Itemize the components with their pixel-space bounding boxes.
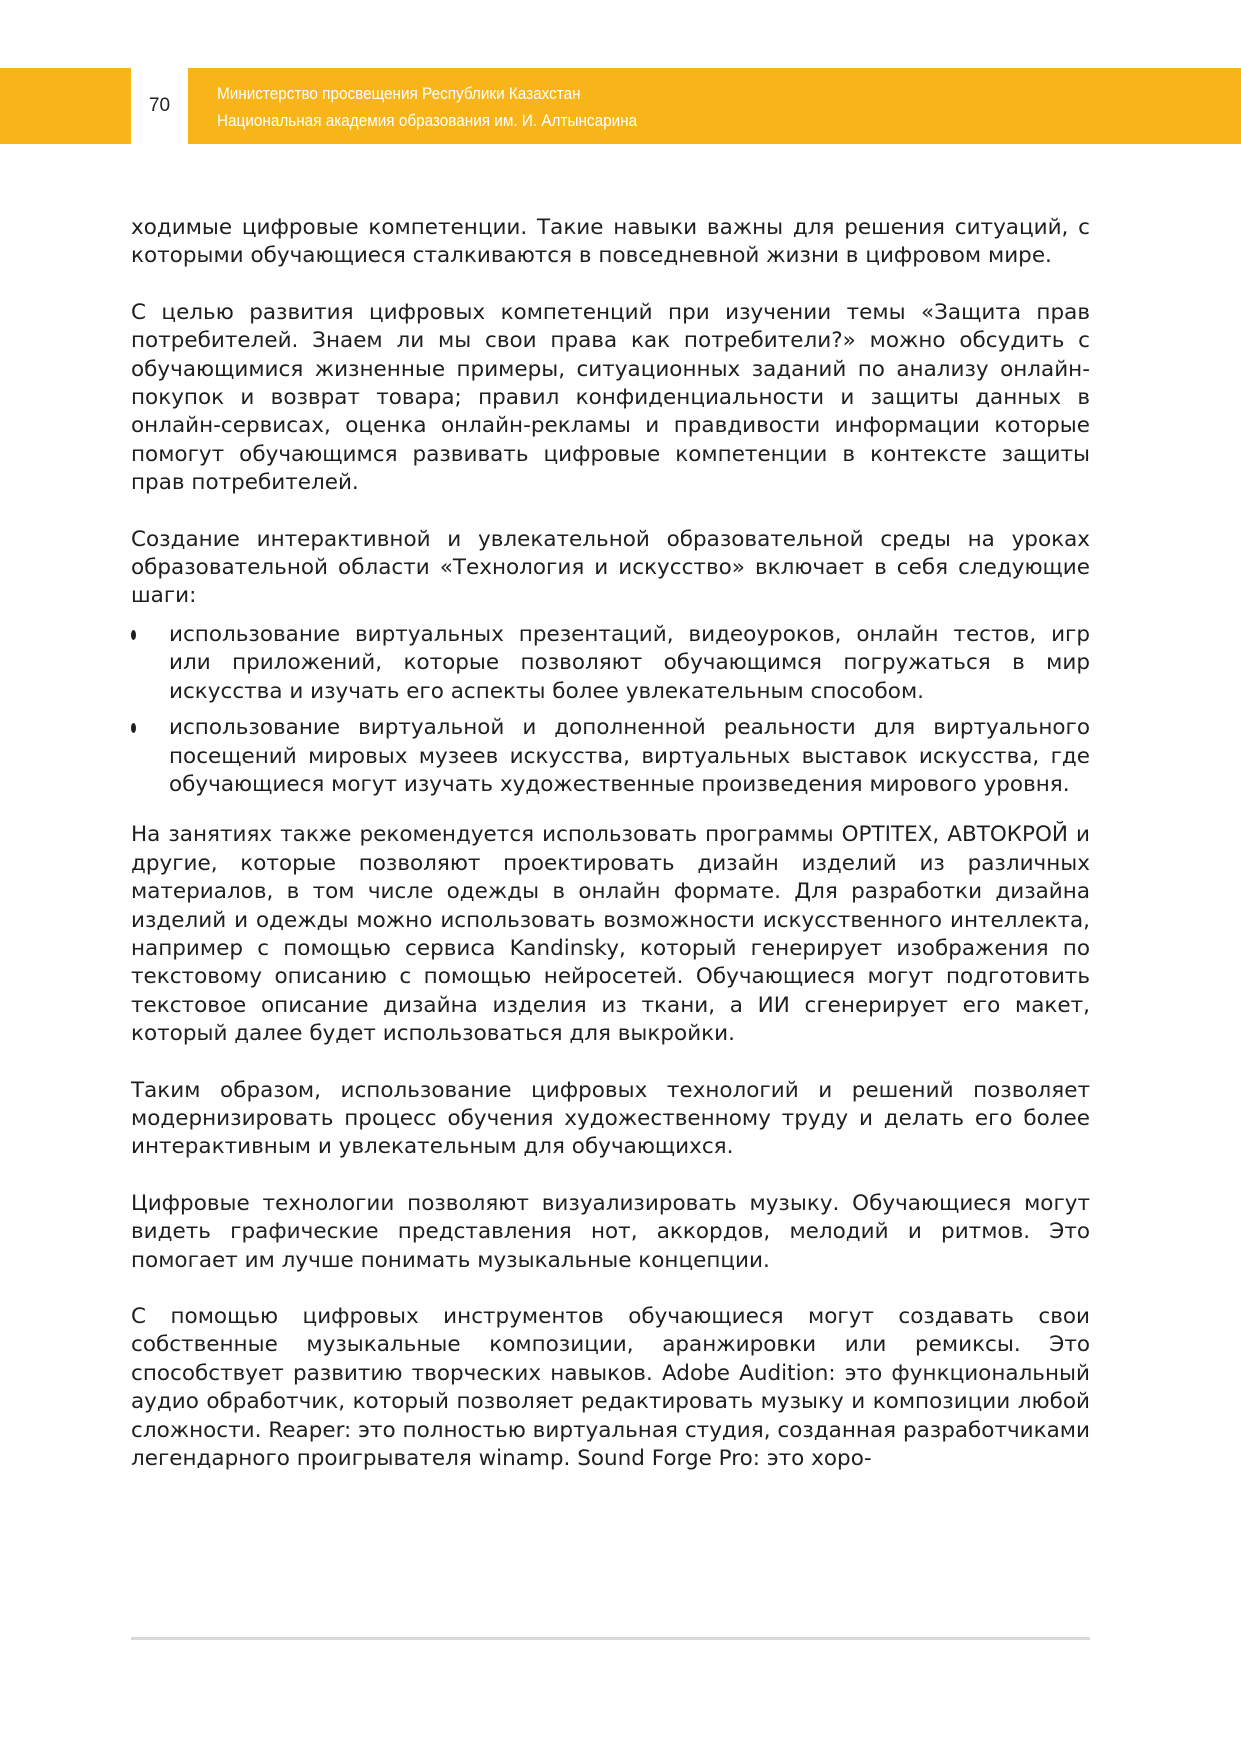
bullet-list — [131, 621, 1090, 799]
paragraph-7: С помощью цифровых инструментов обучающиеся могут создавать свои собственные музыкальные композиции, аранжировки или ремиксы. Это способствует развитию творческих навыков. Adobe Audition: это функциональный аудио обработчик, который позволяет редактировать музыку и композиции любой сложности. Reaper: это полностью виртуальная студия, созданная разработчиками легендарного проигрывателя winamp. Sound Forge Pro: это хоро- — [131, 1304, 1090, 1472]
paragraph-5: Таким образом, использование цифровых технологий и решений позволяет модернизировать процесс обучения художественному труду и делать его более интерактивным и увлекательным для обучающихся. — [131, 1077, 1090, 1160]
header-ministry: Министерство просвещения Республики Казахстан — [217, 84, 581, 103]
page-body — [131, 214, 1090, 1501]
list-item — [131, 714, 1090, 799]
list-item-text: использование виртуальных презентаций, видеоуроков, онлайн тестов, игр или приложений, которые позволяют обучающимся погружаться в мир искусства и изучать его аспекты более увлекательным способом. — [169, 621, 1090, 704]
bullet-icon — [131, 723, 136, 733]
paragraph-2: С целью развития цифровых компетенций при изучении темы «Защита прав потребителей. Знаем ли мы свои права как потребители?» можно обсудить с обучающимися жизненные примеры, ситуационных заданий по анализу онлайн-покупок и возврат товара; правил конфиденциальности и защиты данных в онлайн-сервисах, оценка онлайн-рекламы и правдивости информации которые помогут обучающимся развивать цифровые компетенции в контексте защиты прав потребителей. — [131, 299, 1090, 496]
list-item-text: использование виртуальной и дополненной реальности для виртуального посещений мировых музеев искусства, виртуальных выставок искусства, где обучающиеся могут изучать художественные произведения мирового уровня. — [169, 715, 1090, 797]
running-header — [217, 80, 637, 134]
page-number: 70 — [131, 68, 188, 144]
paragraph-4: На занятиях также рекомендуется использовать программы OPTITEX, АВТОКРОЙ и другие, которые позволяют проектировать дизайн изделий из различных материалов, в том числе одежды в онлайн формате. Для разработки дизайна изделий и одежды можно использовать возможности искусственного интеллекта, например с помощью сервиса Kandinsky, который генерирует изображения по текстовому описанию с помощью нейросетей. Обучающиеся могут подготовить текстовое описание дизайна изделия из ткани, а ИИ сгенерирует его макет, который далее будет использоваться для выкройки. — [131, 822, 1090, 1047]
header-academy: Национальная академия образования им. И. Алтынсарина — [217, 111, 638, 130]
paragraph-1: ходимые цифровые компетенции. Такие навыки важны для решения ситуаций, с которыми обучающиеся сталкиваются в повседневной жизни в цифровом мире. — [131, 215, 1090, 269]
bullet-icon — [131, 630, 136, 640]
footer-divider — [131, 1637, 1090, 1640]
list-item — [131, 621, 1090, 706]
paragraph-3: Создание интерактивной и увлекательной образовательной среды на уроках образовательной области «Технология и искусство» включает в себя следующие шаги: — [131, 526, 1090, 609]
paragraph-6: Цифровые технологии позволяют визуализировать музыку. Обучающиеся могут видеть графические представления нот, аккордов, мелодий и ритмов. Это помогает им лучше понимать музыкальные концепции. — [131, 1190, 1090, 1273]
